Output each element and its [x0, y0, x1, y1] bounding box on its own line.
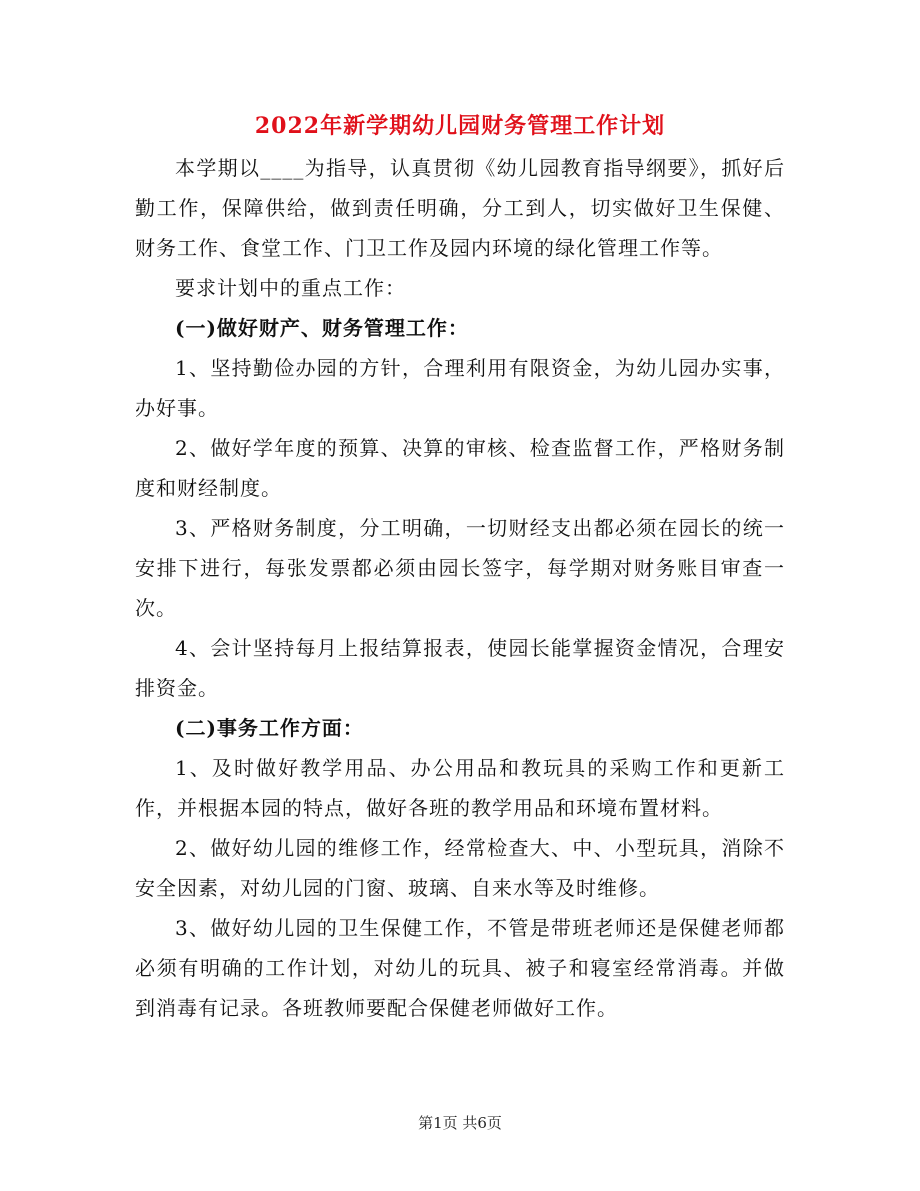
document-title: 2022年新学期幼儿园财务管理工作计划	[254, 113, 666, 139]
affairs-item-1: 1、及时做好教学用品、办公用品和教玩具的采购工作和更新工作，并根据本园的特点，做好各班的教学用品和环境布置材料。	[135, 756, 785, 820]
section-heading-affairs: (二)事务工作方面：	[175, 716, 364, 740]
finance-item-2: 2、做好学年度的预算、决算的审核、检查监督工作，严格财务制度和财经制度。	[135, 436, 785, 500]
page-number: 第1页 共6页	[418, 1114, 502, 1132]
key-work-label: 要求计划中的重点工作：	[175, 276, 406, 300]
finance-item-3: 3、严格财务制度，分工明确，一切财经支出都必须在园长的统一安排下进行，每张发票都必须由园长签字，每学期对财务账目审查一次。	[135, 516, 785, 620]
finance-item-4: 4、会计坚持每月上报结算报表，使园长能掌握资金情况，合理安排资金。	[135, 636, 785, 700]
finance-item-1: 1、坚持勤俭办园的方针，合理利用有限资金，为幼儿园办实事，办好事。	[135, 356, 785, 420]
affairs-item-3: 3、做好幼儿园的卫生保健工作，不管是带班老师还是保健老师都必须有明确的工作计划，对幼儿的玩具、被子和寝室经常消毒。并做到消毒有记录。各班教师要配合保健老师做好工作。	[135, 916, 785, 1020]
intro-paragraph: 本学期以____为指导，认真贯彻《幼儿园教育指导纲要》，抓好后勤工作，保障供给，做到责任明确，分工到人，切实做好卫生保健、财务工作、食堂工作、门卫工作及园内环境的绿化管理工作等。	[135, 156, 785, 260]
affairs-item-2: 2、做好幼儿园的维修工作，经常检查大、中、小型玩具，消除不安全因素，对幼儿园的门窗、玻璃、自来水等及时维修。	[135, 836, 785, 900]
section-heading-finance: (一)做好财产、财务管理工作：	[175, 316, 469, 340]
document-body	[135, 148, 785, 1028]
